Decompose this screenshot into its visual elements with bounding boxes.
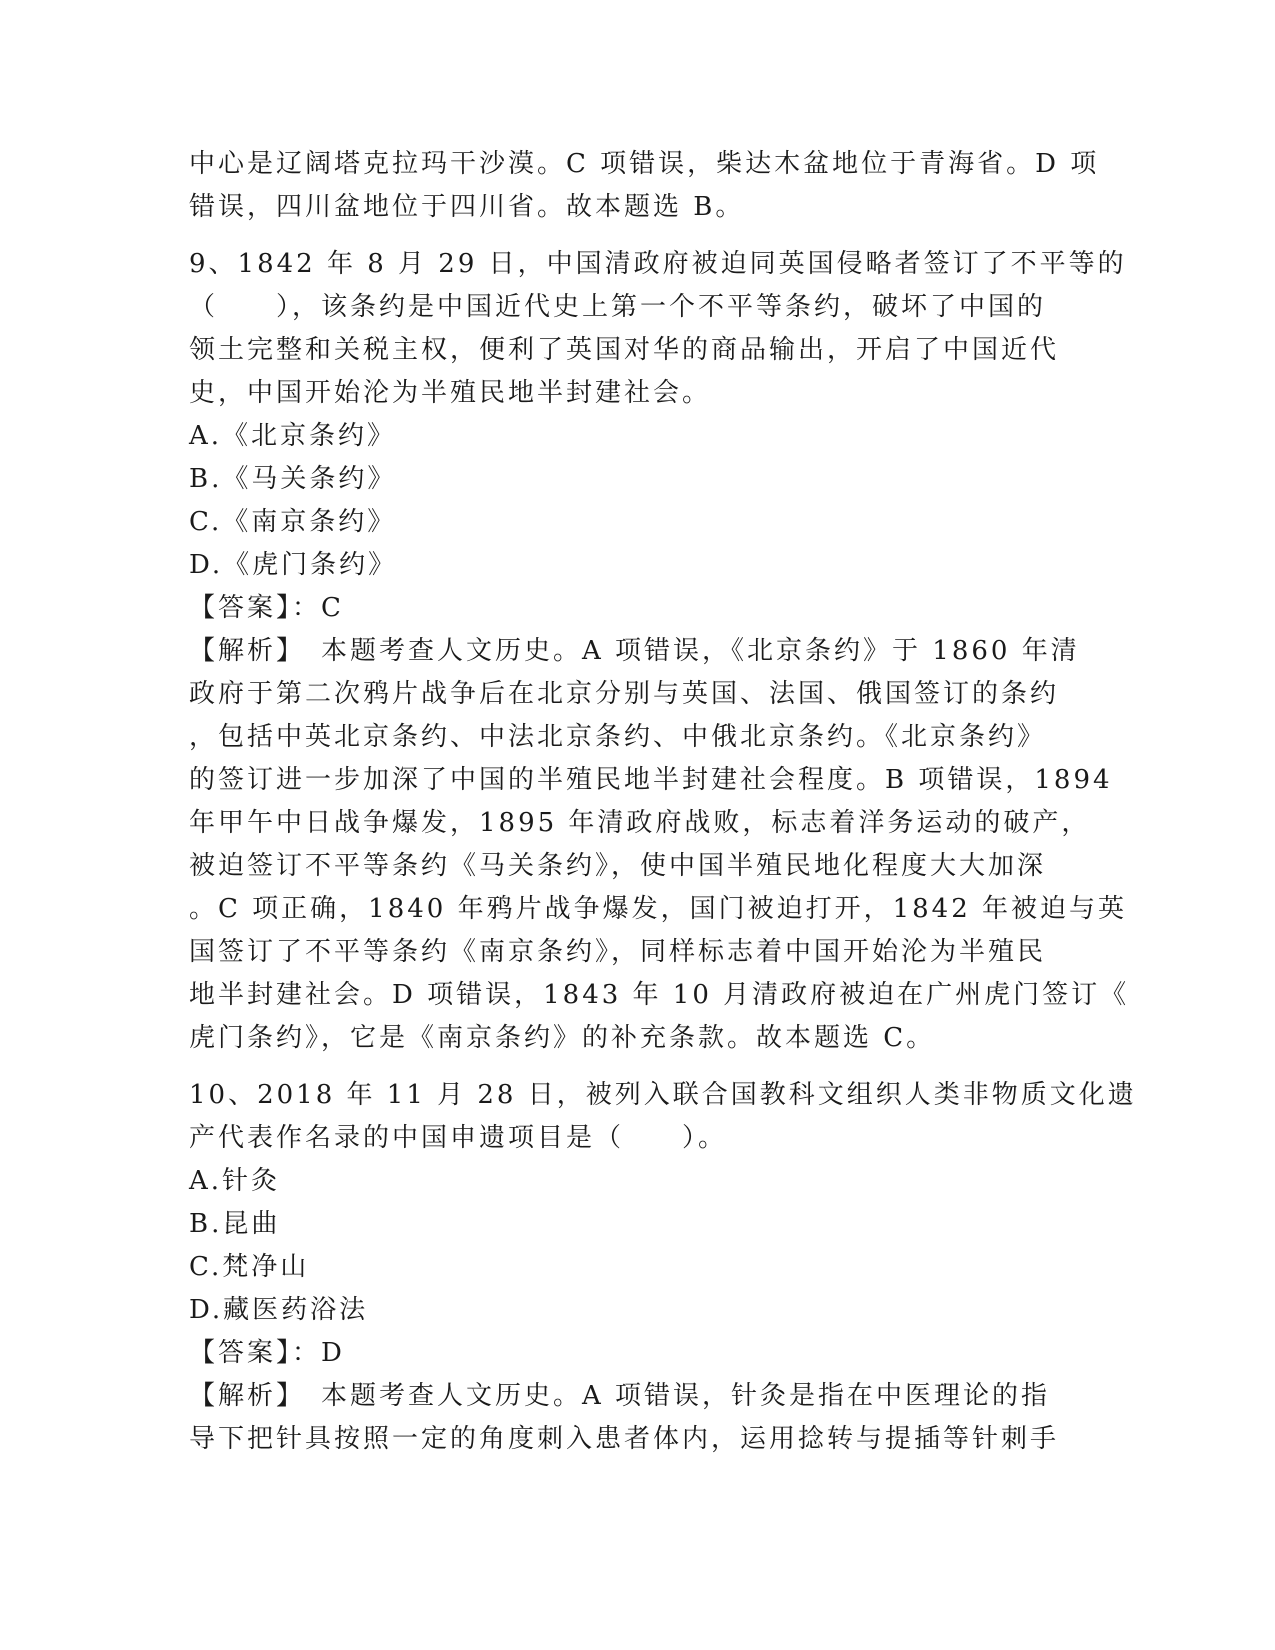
option-c: C.《南京条约》 bbox=[189, 507, 397, 537]
question-9 bbox=[189, 243, 1130, 1060]
analysis-line: 地半封建社会。D 项错误，1843 年 10 月清政府被迫在广州虎门签订《 bbox=[189, 980, 1130, 1010]
option-d: D.《虎门条约》 bbox=[189, 550, 398, 580]
carryover-explanation bbox=[189, 143, 1100, 229]
option-a: A.针灸 bbox=[189, 1166, 281, 1196]
question-10 bbox=[189, 1074, 1137, 1461]
analysis-line: 【解析】 本题考查人文历史。A 项错误，针灸是指在中医理论的指 bbox=[189, 1381, 1051, 1411]
analysis-line: ，包括中英北京条约、中法北京条约、中俄北京条约。《北京条约》 bbox=[189, 722, 1047, 752]
text-line: 中心是辽阔塔克拉玛干沙漠。C 项错误，柴达木盆地位于青海省。D 项 bbox=[189, 149, 1100, 179]
analysis-line: 的签订进一步加深了中国的半殖民地半封建社会程度。B 项错误，1894 bbox=[189, 765, 1113, 795]
question-stem-line: 产代表作名录的中国申遗项目是（ ）。 bbox=[189, 1123, 728, 1153]
option-b: B.昆曲 bbox=[189, 1209, 281, 1239]
question-stem-line: 10、2018 年 11 月 28 日，被列入联合国教科文组织人类非物质文化遗 bbox=[189, 1080, 1137, 1110]
answer-line: 【答案】：D bbox=[189, 1338, 345, 1368]
analysis-line: 年甲午中日战争爆发，1895 年清政府战败，标志着洋务运动的破产， bbox=[189, 808, 1091, 838]
question-stem-line: 9、1842 年 8 月 29 日，中国清政府被迫同英国侵略者签订了不平等的 bbox=[189, 249, 1127, 279]
text-line: 错误，四川盆地位于四川省。故本题选 B。 bbox=[189, 192, 745, 222]
answer-line: 【答案】：C bbox=[189, 593, 344, 623]
analysis-line: 【解析】 本题考查人文历史。A 项错误，《北京条约》于 1860 年清 bbox=[189, 636, 1080, 666]
analysis-line: 。C 项正确，1840 年鸦片战争爆发，国门被迫打开，1842 年被迫与英 bbox=[189, 894, 1128, 924]
analysis-line: 政府于第二次鸦片战争后在北京分别与英国、法国、俄国签订的条约 bbox=[189, 679, 1060, 709]
document-page bbox=[189, 143, 1137, 1461]
question-stem-line: （ ），该条约是中国近代史上第一个不平等条约，破坏了中国的 bbox=[189, 292, 1047, 322]
option-b: B.《马关条约》 bbox=[189, 464, 397, 494]
option-d: D.藏医药浴法 bbox=[189, 1295, 369, 1325]
question-stem-line: 史，中国开始沦为半殖民地半封建社会。 bbox=[189, 378, 712, 408]
analysis-line: 虎门条约》，它是《南京条约》的补充条款。故本题选 C。 bbox=[189, 1023, 936, 1053]
option-a: A.《北京条约》 bbox=[189, 421, 397, 451]
analysis-line: 国签订了不平等条约《南京条约》，同样标志着中国开始沦为半殖民 bbox=[189, 937, 1047, 967]
question-stem-line: 领土完整和关税主权，便利了英国对华的商品输出，开启了中国近代 bbox=[189, 335, 1060, 365]
option-c: C.梵净山 bbox=[189, 1252, 310, 1282]
analysis-line: 导下把针具按照一定的角度刺入患者体内，运用捻转与提插等针刺手 bbox=[189, 1424, 1060, 1454]
analysis-line: 被迫签订不平等条约《马关条约》，使中国半殖民地化程度大大加深 bbox=[189, 851, 1047, 881]
